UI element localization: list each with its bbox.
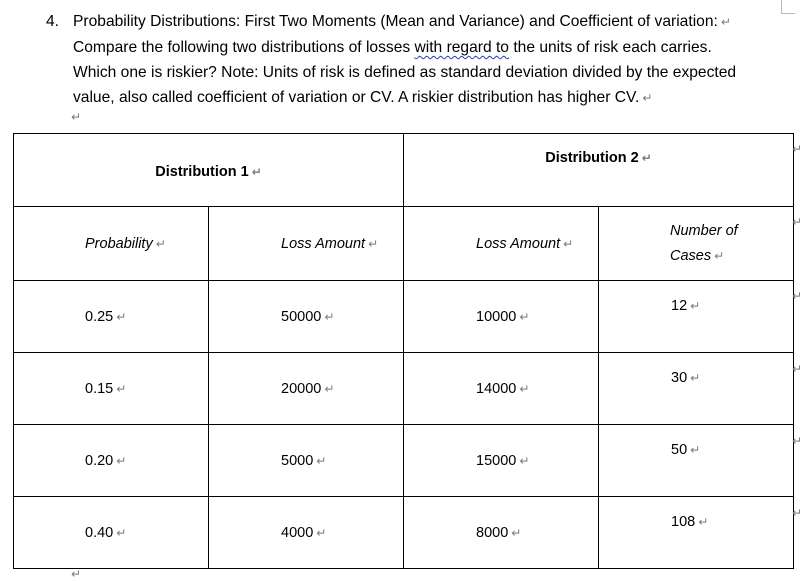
probability-cell: 0.15 ↵ <box>14 353 209 425</box>
distribution-2-header: Distribution 2 ↵ <box>404 134 794 207</box>
table-header-row <box>14 134 794 207</box>
loss2-cell: 8000 ↵ <box>404 497 599 569</box>
cases-cell: 12 ↵ <box>599 281 794 353</box>
question-line-2: Compare the following two distributions of losses with regard to the units of risk each carries. <box>73 39 712 56</box>
table-row <box>14 497 794 569</box>
end-of-row-mark-icon: ↵ <box>792 142 803 156</box>
question-text <box>73 9 791 111</box>
paragraph-mark-icon: ↵ <box>71 567 82 581</box>
end-of-row-mark-icon: ↵ <box>792 289 803 303</box>
paragraph-mark-icon: ↵ <box>71 110 82 124</box>
paragraph-mark-icon: ↵ <box>720 15 731 29</box>
loss1-cell: 20000 ↵ <box>209 353 404 425</box>
table-row <box>14 353 794 425</box>
probability-cell: 0.25 ↵ <box>14 281 209 353</box>
probability-cell: 0.40 ↵ <box>14 497 209 569</box>
table-subheader-row <box>14 207 794 281</box>
distribution-table <box>13 133 794 569</box>
loss-amount-2-column-header: Loss Amount ↵ <box>404 207 599 281</box>
table-row <box>14 281 794 353</box>
question-line-3: Which one is riskier? Note: Units of risk is defined as standard deviation divided by the expected <box>73 64 737 81</box>
question-line-4: value, also called coefficient of variation or CV. A riskier distribution has higher CV. ↵ <box>73 89 653 106</box>
end-of-row-mark-icon: ↵ <box>792 434 803 448</box>
end-of-row-mark-icon: ↵ <box>792 506 803 520</box>
loss2-cell: 10000 ↵ <box>404 281 599 353</box>
number-of-cases-column-header: Number of Cases ↵ <box>599 207 794 281</box>
probability-cell: 0.20 ↵ <box>14 425 209 497</box>
end-of-row-mark-icon: ↵ <box>792 362 803 376</box>
loss1-cell: 4000 ↵ <box>209 497 404 569</box>
loss1-cell: 50000 ↵ <box>209 281 404 353</box>
cases-cell: 30 ↵ <box>599 353 794 425</box>
cases-cell: 108 ↵ <box>599 497 794 569</box>
end-of-row-mark-icon: ↵ <box>792 215 803 229</box>
question-number: 4. <box>46 13 60 30</box>
probability-column-header: Probability ↵ <box>14 207 209 281</box>
loss2-cell: 14000 ↵ <box>404 353 599 425</box>
loss-amount-1-column-header: Loss Amount ↵ <box>209 207 404 281</box>
loss2-cell: 15000 ↵ <box>404 425 599 497</box>
distribution-1-header: Distribution 1 ↵ <box>14 134 404 207</box>
paragraph-mark-icon: ↵ <box>642 91 653 105</box>
loss1-cell: 5000 ↵ <box>209 425 404 497</box>
grammar-flag[interactable]: with regard to <box>414 39 509 56</box>
table-row <box>14 425 794 497</box>
question-line-1: Probability Distributions: First Two Moments (Mean and Variance) and Coefficient of variation: ↵ <box>73 13 731 30</box>
cases-cell: 50 ↵ <box>599 425 794 497</box>
